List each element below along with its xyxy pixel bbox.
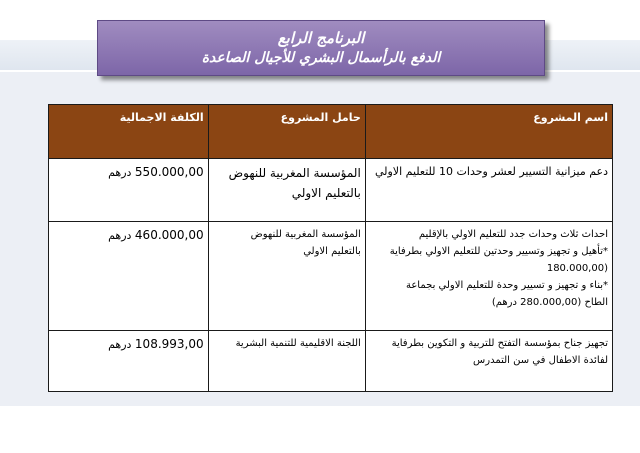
projects-table — [48, 104, 613, 392]
owner-line: المؤسسة المغربية للنهوض — [250, 229, 361, 240]
owner-cell — [208, 331, 365, 392]
project-cell — [365, 331, 612, 392]
cost-value: 108.993,00 — [134, 337, 204, 351]
project-line: الطاح (280.000,00 درهم) — [491, 297, 608, 308]
cost-value: 550.000,00 — [134, 165, 204, 179]
cost-value: 460.000,00 — [134, 228, 204, 242]
project-cell — [365, 159, 612, 222]
owner-cell — [208, 222, 365, 331]
project-line: تجهيز جناح بمؤسسة التفتح للتربية و التكوين بطرفاية — [391, 338, 608, 349]
column-header-owner: حامل المشروع — [208, 105, 365, 159]
project-line: (180.000,00 — [546, 263, 608, 274]
table-header-row — [49, 105, 613, 159]
project-line: *تأهيل و تجهيز وتسيير وحدتين للتعليم الاولي بطرفاية — [389, 246, 608, 257]
slide-header — [97, 20, 545, 76]
cost-unit: درهم — [108, 338, 132, 351]
owner-line: المؤسسة المغربية للنهوض — [228, 166, 361, 180]
project-line: دعم ميزانية التسيير لعشر وحدات 10 للتعليم الاولي — [374, 165, 608, 178]
project-line: لفائدة الاطفال في سن التمدرس — [473, 355, 608, 366]
column-header-project: اسم المشروع — [365, 105, 612, 159]
cost-cell — [49, 159, 209, 222]
slide-subtitle: الدفع بالرأسمال البشري للأجيال الصاعدة — [201, 50, 441, 66]
table-row — [49, 222, 613, 331]
owner-line: بالتعليم الاولي — [303, 246, 361, 257]
cost-cell — [49, 222, 209, 331]
owner-line: بالتعليم الاولي — [291, 186, 361, 200]
table-row — [49, 331, 613, 392]
cost-unit: درهم — [108, 166, 132, 179]
cost-cell — [49, 331, 209, 392]
project-line: احداث ثلاث وحدات جدد للتعليم الاولي بالإقليم — [418, 229, 608, 240]
table-row — [49, 159, 613, 222]
owner-cell — [208, 159, 365, 222]
project-cell — [365, 222, 612, 331]
owner-line: اللجنة الاقليمية للتنمية البشرية — [235, 338, 361, 349]
cost-unit: درهم — [108, 229, 132, 242]
slide-title: البرنامج الرابع — [277, 29, 365, 47]
column-header-cost: الكلفة الاجمالية — [49, 105, 209, 159]
project-line: *بناء و تجهيز و تسيير وحدة للتعليم الاولي بجماعة — [405, 280, 608, 291]
